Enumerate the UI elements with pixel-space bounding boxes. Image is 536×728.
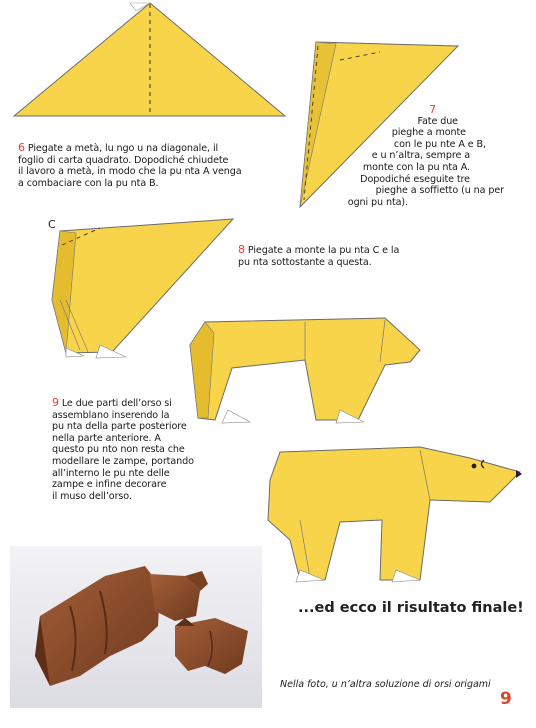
finale-heading: ...ed ecco il risultato finale! bbox=[298, 600, 524, 616]
step9-number: 9 bbox=[52, 396, 59, 409]
step8-number: 8 bbox=[238, 243, 245, 256]
step9-line8: zampe e infine decorare bbox=[52, 479, 167, 491]
step6-text bbox=[18, 142, 242, 189]
step9-line7: all’interno le pu nte delle bbox=[52, 467, 170, 479]
step9-line2: assemblano inserendo la bbox=[52, 409, 170, 421]
step6-line4: a combaciare con la pu nta B. bbox=[18, 177, 159, 189]
step9-line6: modellare le zampe, portando bbox=[52, 455, 194, 467]
photo-origami-bears bbox=[10, 546, 262, 708]
step7-line4: e u n’altra, sempre a bbox=[371, 150, 470, 162]
step9-line3: pu nta della parte posteriore bbox=[52, 421, 187, 433]
step7-line3: con le pu nte A e B, bbox=[393, 138, 486, 150]
step9-text bbox=[52, 397, 194, 502]
point-c-label: C bbox=[48, 218, 56, 231]
step8-text bbox=[238, 244, 399, 268]
step7-number: 7 bbox=[429, 103, 436, 116]
step9-line1: Le due parti dell’orso si bbox=[61, 398, 172, 409]
step6-line3: il lavoro a metà, in modo che la pu nta A venga bbox=[18, 166, 242, 178]
step7-text bbox=[334, 104, 504, 208]
step9-line9: il muso dell’orso. bbox=[52, 490, 132, 502]
step7-line6: Dopodiché eseguite tre bbox=[360, 173, 470, 185]
final-bear-diagram bbox=[268, 447, 522, 582]
step7-line8: ogni pu nta). bbox=[347, 196, 408, 208]
step6-number: 6 bbox=[18, 141, 25, 154]
step7-line7: pieghe a soffietto (u na per bbox=[375, 185, 504, 197]
photo-caption: Nella foto, u n’altra soluzione di orsi origami bbox=[280, 679, 491, 690]
step7-line5: monte con la pu nta A. bbox=[362, 161, 470, 173]
step6-line1: Piegate a metà, lu ngo u na diagonale, il bbox=[27, 143, 219, 154]
step9-line5: questo pu nto non resta che bbox=[52, 444, 185, 456]
step8-line1: Piegate a monte la pu nta C e la bbox=[247, 245, 400, 256]
step7-line2: pieghe a monte bbox=[391, 127, 466, 139]
page-number: 9 bbox=[500, 689, 512, 709]
bear-eye-icon bbox=[472, 464, 477, 469]
step7-line1: Fate due bbox=[417, 115, 458, 127]
step9-assembled-diagram bbox=[190, 318, 420, 423]
bear-nose-icon bbox=[516, 470, 522, 478]
step9-line4: nella parte anteriore. A bbox=[52, 432, 161, 444]
step6-line2: foglio di carta quadrato. Dopodiché chiudete bbox=[18, 154, 229, 166]
step6-triangle-diagram bbox=[14, 3, 285, 116]
step8-line2: pu nta sottostante a questa. bbox=[238, 256, 372, 268]
